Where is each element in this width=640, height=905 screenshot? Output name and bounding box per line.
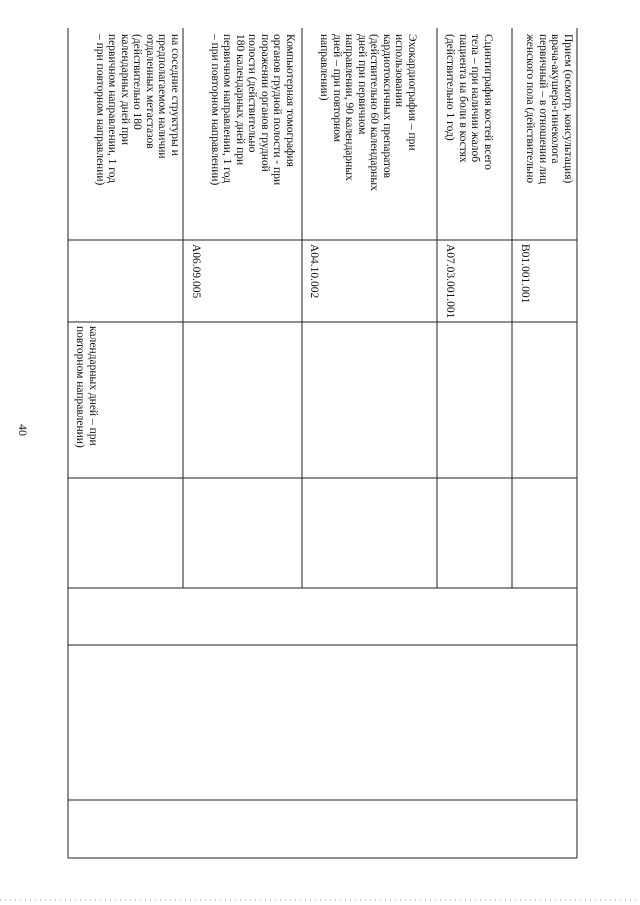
row-2-desc-line: (действительно 60 календарных bbox=[368, 34, 381, 191]
row-3-code: A07.03.001.001 bbox=[444, 244, 456, 319]
row-3-desc-line: тела – при наличии жалоб bbox=[469, 34, 482, 163]
row-4-code: B01.001.001 bbox=[519, 244, 531, 304]
row-1-desc-line: Компьютерная томография bbox=[284, 34, 296, 167]
row-0-desc-line: – при повторном направлении) bbox=[94, 34, 106, 186]
row-1-desc-line: 180 календарных дней при bbox=[234, 34, 246, 166]
row-4-desc-line: первичный – в отношении лиц bbox=[537, 34, 549, 185]
row-0-validity bbox=[74, 326, 99, 448]
row-0-desc-line: первичном направлении, 1 год bbox=[106, 34, 119, 183]
row-2-desc-line: направлении) bbox=[318, 34, 331, 101]
row-0-validity-line: повторном направлении) bbox=[74, 326, 87, 448]
row-2-code: A04.10.002 bbox=[308, 244, 320, 299]
row-4-description bbox=[524, 34, 574, 184]
row-1-description bbox=[209, 34, 297, 185]
row-3-desc-line: Сцинтиграфия костей всего bbox=[482, 34, 494, 170]
scan-edge-dots bbox=[0, 895, 640, 905]
page-number: 40 bbox=[16, 424, 30, 436]
row-2-desc-line: кардиотоксичных препаратов bbox=[381, 34, 393, 179]
row-2-desc-line: дней – при повторном bbox=[331, 34, 343, 143]
row-4-desc-line: врача-акушера-гинеколога bbox=[549, 34, 562, 164]
row-0-desc-line: отдаленных метастазов bbox=[144, 34, 156, 149]
row-0-desc-line: на соседние структуры и bbox=[169, 34, 181, 156]
row-0-desc-line: предполагаемом наличии bbox=[156, 34, 169, 159]
row-1-desc-line: полости (действительно bbox=[246, 34, 259, 153]
row-1-desc-line: первичном направлении, 1 год bbox=[221, 34, 234, 183]
row-2-desc-line: направлении, 90 календарных bbox=[343, 34, 356, 181]
row-2-desc-line: дней при первичном bbox=[356, 34, 368, 135]
row-1-desc-line: поражении органов грудной bbox=[259, 34, 271, 172]
row-1-desc-line: – при повторном направлении) bbox=[209, 34, 221, 186]
row-0-desc-line: (действительно 180 bbox=[131, 34, 144, 130]
row-0-validity-line: календарных дней – при bbox=[87, 326, 99, 446]
row-4-desc-line: женского пола (действительно bbox=[524, 34, 537, 184]
row-2-desc-line: использовании bbox=[393, 34, 406, 108]
row-3-desc-line: пациента на боли в костях bbox=[457, 34, 469, 163]
row-3-desc-line: (действительно 1 год) bbox=[444, 34, 457, 141]
row-0-desc-line: календарных дней при bbox=[119, 34, 131, 146]
row-0-description bbox=[94, 34, 182, 185]
row-4-desc-line: Прием (осмотр, консультация) bbox=[562, 34, 574, 184]
row-1-code: A06.09.005 bbox=[190, 244, 202, 299]
row-2-description bbox=[318, 34, 418, 191]
row-2-desc-line: Эхокардиография – при bbox=[406, 34, 418, 151]
row-3-description bbox=[444, 34, 494, 170]
row-1-desc-line: органов грудной полости - при bbox=[271, 34, 284, 186]
